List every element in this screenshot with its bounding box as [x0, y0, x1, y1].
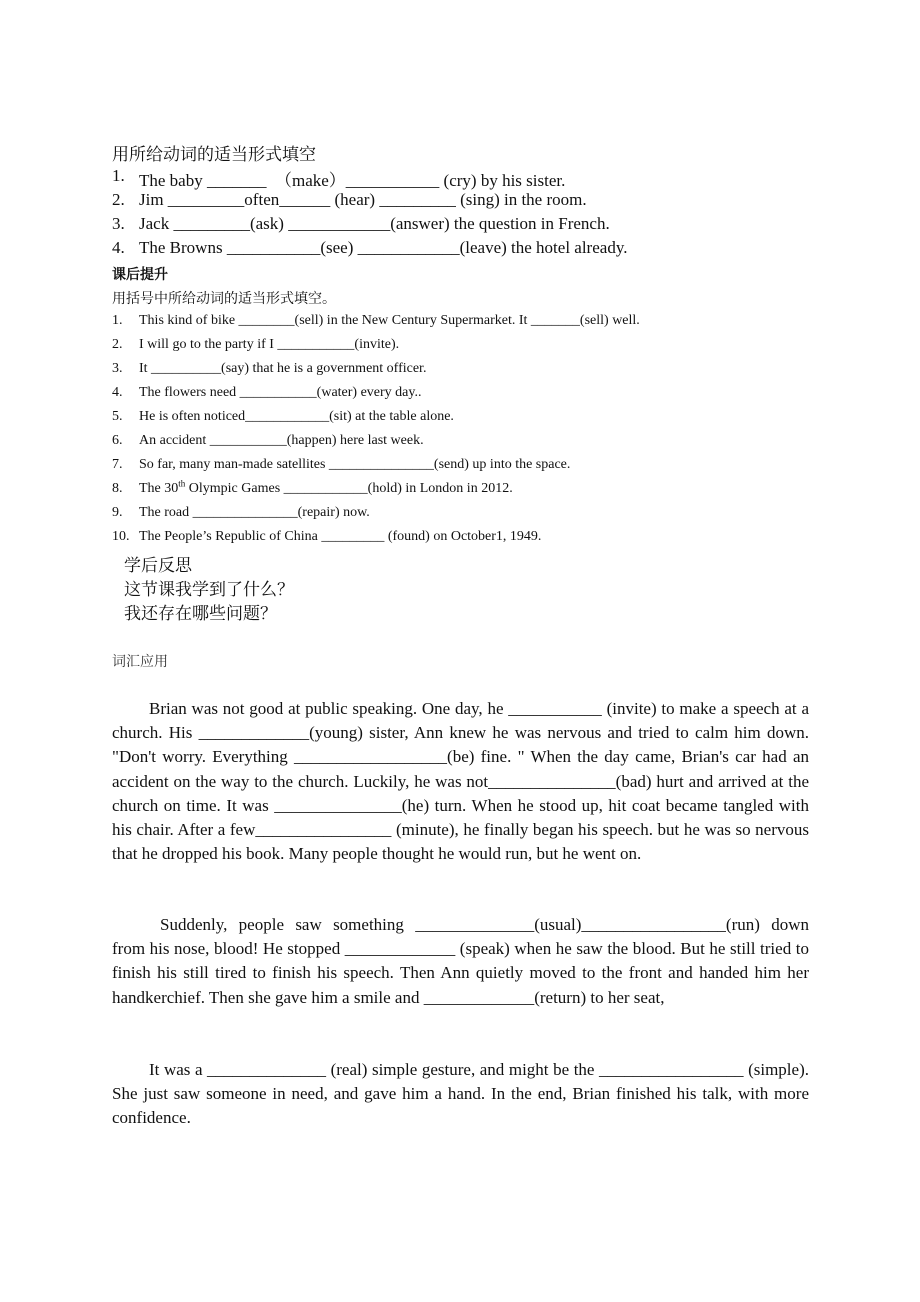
reflection-question-1: 这节课我学到了什么？ — [124, 580, 294, 600]
section1-item-number: 4. — [112, 238, 125, 257]
section1-item-number: 2. — [112, 190, 125, 209]
section1-item-number: 3. — [112, 214, 125, 233]
paragraph-text: It was a ______________ (real) simple gesture, and might be the _________________ (simple). She just saw someone in need, and gave him a hand. In the end, Brian finished his talk, with more confidence. — [112, 1060, 809, 1128]
section2-item-text: The flowers need ___________(water) every day.. — [139, 385, 422, 400]
section2-item-text: It __________(say) that he is a government officer. — [139, 361, 427, 376]
section2-item-text: I will go to the party if I ___________(invite). — [139, 337, 400, 352]
section1-title: 用所给动词的适当形式填空 — [112, 145, 316, 165]
reflection-question-2: 我还存在哪些问题？ — [124, 604, 277, 624]
section2-item-number: 1. — [112, 313, 123, 328]
section2-item-number: 6. — [112, 433, 123, 448]
section2-item-text: He is often noticed____________(sit) at the table alone. — [139, 409, 454, 424]
section2-item-number: 2. — [112, 337, 123, 352]
section2-item-number: 4. — [112, 385, 123, 400]
section2-item-number: 8. — [112, 481, 123, 496]
section2-heading: 课后提升 — [112, 267, 168, 283]
section2-instruction: 用括号中所给动词的适当形式填空。 — [112, 291, 336, 307]
vocab-paragraph-2 — [112, 913, 809, 1010]
section2-item-text: So far, many man-made satellites _______________(send) up into the space. — [139, 457, 571, 472]
paragraph-text: Suddenly, people saw something ______________(usual)_________________(run) down from his nose, blood! He stopped _____________ (speak) when he saw the blood. But he still tried to finish his still tired to finish his speech. Then Ann quietly moved to the front and handed him her handkerchief. Then she gave him a smile and _____________(return) to her seat, — [112, 915, 809, 1007]
section1-item-number: 1. — [112, 166, 125, 185]
item8-superscript: th — [178, 478, 186, 489]
section2-item-number: 5. — [112, 409, 123, 424]
section1-item-text: The Browns ___________(see) ____________(leave) the hotel already. — [139, 238, 628, 257]
paragraph-text: Brian was not good at public speaking. One day, he ___________ (invite) to make a speech at a church. His _____________(young) sister, Ann knew he was nervous and tried to calm him down. "Don't worry. Everything __________________(be) fine. " When the day came, Brian's car had an accident on the way to the church. Luckily, he was not_______________(bad) hurt and arrived at the church on time. It was _______________(he) turn. When he stood up, hit coat became tangled with his chair. After a few________________ (minute), he finally began his speech. but he was so nervous that he dropped his book. Many people thought he would run, but he went on. — [112, 699, 809, 864]
reflection-title: 学后反思 — [124, 556, 192, 576]
vocab-paragraph-3 — [112, 1058, 809, 1131]
section1-item-text: Jack _________(ask) ____________(answer) the question in French. — [139, 214, 610, 233]
section2-item-number: 10. — [112, 529, 130, 544]
section2-item-number: 7. — [112, 457, 123, 472]
section2-item-text: The People’s Republic of China _________ (found) on October1, 1949. — [139, 529, 542, 544]
item8-text-a: The 30 — [139, 481, 179, 496]
section2-item-text — [139, 478, 513, 497]
section2-item-text: This kind of bike ________(sell) in the New Century Supermarket. It _______(sell) well. — [139, 313, 640, 328]
section2-item-number: 9. — [112, 505, 123, 520]
section2-item-number: 3. — [112, 361, 123, 376]
vocab-heading: 词汇应用 — [112, 654, 168, 670]
section1-item-text: The baby _______ （make）___________ (cry) by his sister. — [139, 171, 566, 190]
section2-item-text: An accident ___________(happen) here last week. — [139, 433, 424, 448]
vocab-paragraph-1 — [112, 697, 809, 866]
section1-item-text: Jim _________often______ (hear) _________ (sing) in the room. — [139, 190, 587, 209]
item8-text-b: Olympic Games ____________(hold) in London in 2012. — [185, 481, 513, 496]
section2-item-text: The road _______________(repair) now. — [139, 505, 370, 520]
